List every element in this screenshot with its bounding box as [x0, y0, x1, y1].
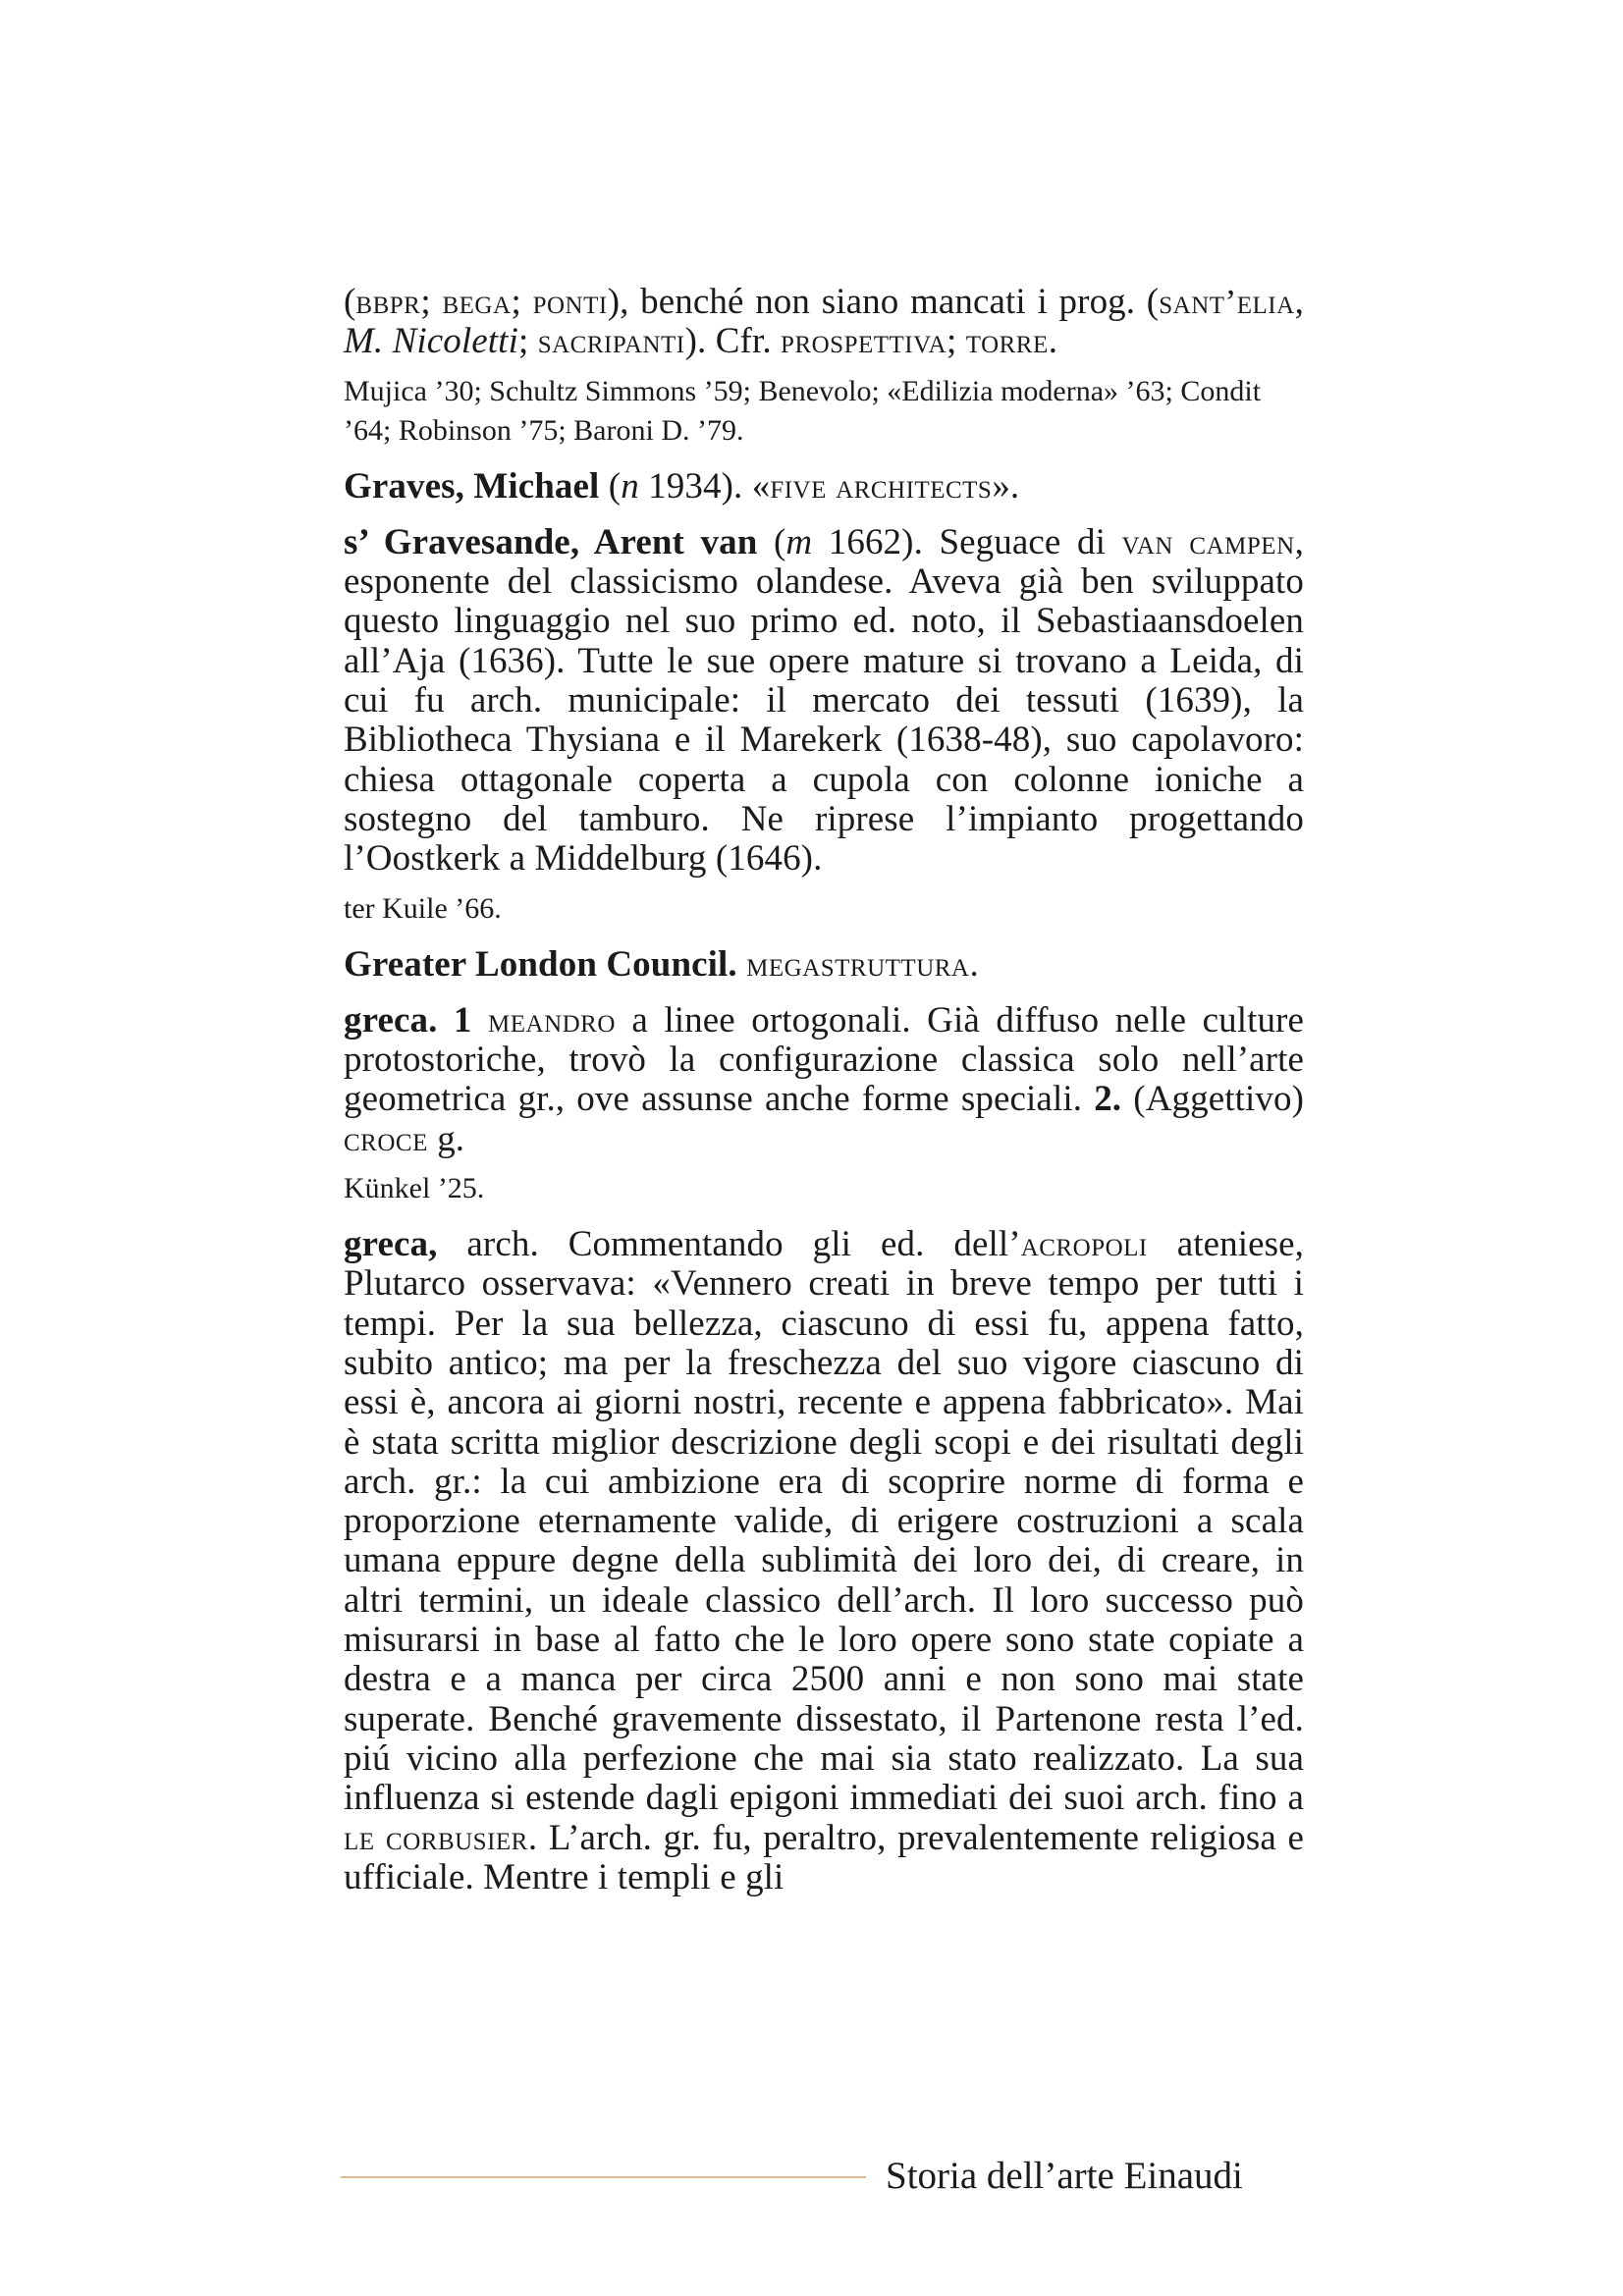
text-run: ; [517, 321, 538, 362]
text-run: ), benché non siano mancati i prog. ( [607, 282, 1160, 322]
text-run: 1662). Seguace di [812, 521, 1122, 562]
text-run: ( [599, 465, 622, 507]
text-run: g. [427, 1118, 465, 1159]
page-footer [341, 2150, 1323, 2203]
bibliography-greca: Künkel ’25. [344, 1172, 485, 1205]
xref-le-corbusier: le corbusier [344, 1818, 528, 1857]
publisher-credit: Storia dell’arte Einaudi [886, 2155, 1243, 2197]
text-run: . L’arch. gr. fu, peraltro, prevalentemente religiosa e ufficiale. Mentre i templi e gli [344, 1817, 1305, 1897]
bibliography-gravesande: ter Kuile ’66. [344, 891, 502, 925]
text-run: ). Cfr. [684, 321, 782, 362]
entry-greater-london-council [344, 945, 1304, 985]
entry-greca-arch [344, 1225, 1304, 1897]
text-run: . [1048, 321, 1058, 362]
xref-bbpr: bbpr [355, 283, 421, 321]
xref-sacripanti: sacripanti [537, 322, 685, 361]
entry-greca [344, 1001, 1304, 1159]
bibliography-continued: Mujica ’30; Schultz Simmons ’59; Benevolo; «Edilizia moderna» ’63; Condit ’64; Robinson ’75; Baroni D. ’79. [344, 374, 1262, 447]
sense-number: 1 [437, 999, 472, 1041]
headword: greca. [344, 999, 438, 1041]
text-run: ; [947, 321, 966, 362]
text-run: 1934). « [638, 465, 771, 507]
text-run: , [1294, 282, 1305, 322]
died-abbrev: m [785, 521, 813, 562]
text-run [472, 1000, 488, 1041]
text-run: ateniese, Plutarco osservava: «Vennero creati in breve tempo per tutti i tempi. Per la sua bellezza, ciascuno di essi fu, appena fatto, subito antico; ma per la freschezza del suo vigore ciascuno di essi è, ancora ai giorni nostri, recente e appena fabbricato». Mai è stata scritta miglior descrizione degli scopi e dei risultati degli arch. gr.: la cui ambizione era di scoprire norme di forma e proporzione eternamente valide, di erigere costruzioni a scala umana eppure degne della sublimità dei loro dei, di creare, in altri termini, un ideale classico dell’arch. Il loro successo può misurarsi in base al fatto che le loro opere sono state copiate a destra e a manca per circa 2500 anni e non sono mai state superate. Benché gravemente dissestato, il Partenone resta l’ed. piú vicino alla perfezione che mai sia stato realizzato. La sua influenza si estende dagli epigoni immediati dei suoi arch. fino a [344, 1224, 1304, 1819]
text-run: . [969, 943, 979, 985]
headword: Graves, Michael [344, 465, 600, 507]
xref-van-campen: van campen [1121, 522, 1295, 561]
xref-bega: bega [442, 283, 512, 321]
xref-croce: croce [344, 1119, 428, 1158]
xref-ponti: ponti [532, 283, 608, 321]
xref-megastruttura: megastruttura [746, 944, 970, 984]
text-run [737, 944, 746, 985]
xref-prospettiva: prospettiva [781, 322, 947, 361]
text-run: (Aggettivo) [1121, 1079, 1304, 1120]
xref-five-architects: five architects [770, 466, 993, 506]
xref-torre: torre [965, 322, 1049, 361]
text-run: ; [511, 282, 533, 322]
xref-santelia: sant’elia [1159, 283, 1295, 321]
text-run: arch. Commentando gli ed. dell’ [437, 1224, 1021, 1265]
xref-meandro: meandro [488, 1000, 616, 1040]
entry-gravesande [344, 523, 1304, 880]
text-run: ; [420, 282, 443, 322]
text-run: ». [992, 465, 1020, 507]
text-run: , esponente del classicismo olandese. Aveva già ben sviluppato questo linguaggio nel suo primo ed. noto, il Sebastiaansdoelen all’Aja (1636). Tutte le sue opere mature si trovano a Leida, di cui fu arch. municipale: il mercato dei tessuti (1639), la Bibliotheca Thysiana e il Marekerk (1638-48), suo capolavoro: chiesa ottagonale coperta a cupola con colonne ioniche a sostegno del tamburo. Ne riprese l’impianto progettando l’Oostkerk a Middelburg (1646). [344, 521, 1304, 880]
entry-graves [344, 467, 1304, 507]
text-run: a linee ortogonali. Già diffuso nelle culture protostoriche, trovò la configurazione classica solo nell’arte geometrica gr., ove assunse anche forme speciali. [344, 999, 1304, 1120]
footer-rule [341, 2176, 866, 2178]
sense-number: 2. [1094, 1079, 1122, 1120]
text-run: ( [757, 521, 786, 562]
headword: greca, [344, 1224, 438, 1265]
born-abbrev: n [621, 465, 639, 507]
page-body [344, 283, 1304, 1897]
headword: Greater London Council. [344, 943, 737, 985]
headword: s’ Gravesande, Arent van [344, 521, 758, 562]
xref-acropoli: acropoli [1020, 1225, 1148, 1264]
name-nicoletti: M. Nicoletti [344, 321, 518, 362]
continued-paragraph: (bbpr; bega; ponti), benché non siano mancati i prog. (sant’elia, M. Nicoletti; sacripanti). Cfr. prospettiva; torre. [344, 282, 1305, 362]
